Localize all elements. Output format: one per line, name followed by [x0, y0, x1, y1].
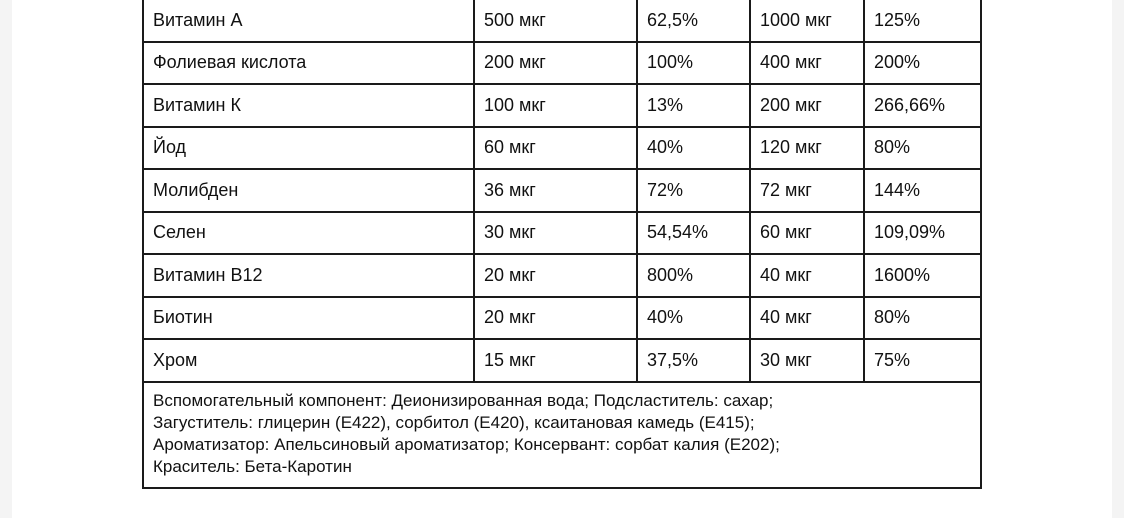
composition-note — [143, 382, 981, 488]
percent-cell: 54,54% — [637, 212, 750, 255]
amount-cell: 15 мкг — [474, 339, 637, 382]
table-row — [143, 0, 981, 42]
percent-cell: 72% — [637, 169, 750, 212]
nutrient-name-cell: Молибден — [143, 169, 474, 212]
amount2-cell: 200 мкг — [750, 84, 864, 127]
composition-note-row — [143, 382, 981, 488]
table-row — [143, 169, 981, 212]
amount-cell: 20 мкг — [474, 254, 637, 297]
nutrition-table — [142, 0, 982, 489]
table-row — [143, 212, 981, 255]
amount-cell: 100 мкг — [474, 84, 637, 127]
right-margin — [1112, 0, 1124, 518]
table-row — [143, 84, 981, 127]
percent-cell: 37,5% — [637, 339, 750, 382]
amount2-cell: 120 мкг — [750, 127, 864, 170]
nutrient-name-cell: Фолиевая кислота — [143, 42, 474, 85]
left-margin — [0, 0, 12, 518]
percent-cell: 40% — [637, 127, 750, 170]
amount-cell: 20 мкг — [474, 297, 637, 340]
nutrient-name-cell: Биотин — [143, 297, 474, 340]
table-row — [143, 339, 981, 382]
percent-cell: 40% — [637, 297, 750, 340]
amount-cell: 200 мкг — [474, 42, 637, 85]
percent-cell: 100% — [637, 42, 750, 85]
amount2-cell: 40 мкг — [750, 254, 864, 297]
amount-cell: 60 мкг — [474, 127, 637, 170]
percent2-cell: 200% — [864, 42, 981, 85]
amount-cell: 30 мкг — [474, 212, 637, 255]
nutrient-name-cell: Витамин А — [143, 0, 474, 42]
percent2-cell: 266,66% — [864, 84, 981, 127]
percent2-cell: 144% — [864, 169, 981, 212]
percent-cell: 62,5% — [637, 0, 750, 42]
table-row — [143, 42, 981, 85]
document-page — [12, 0, 1112, 518]
percent2-cell: 125% — [864, 0, 981, 42]
percent2-cell: 75% — [864, 339, 981, 382]
note-line: Краситель: Бета-Каротин — [153, 456, 352, 476]
table-row — [143, 297, 981, 340]
nutrient-name-cell: Витамин В12 — [143, 254, 474, 297]
nutrient-name-cell: Хром — [143, 339, 474, 382]
note-line: Ароматизатор: Апельсиновый ароматизатор; Консервант: сорбат калия (Е202); — [153, 434, 780, 454]
percent-cell: 13% — [637, 84, 750, 127]
amount-cell: 36 мкг — [474, 169, 637, 212]
percent2-cell: 80% — [864, 297, 981, 340]
percent2-cell: 109,09% — [864, 212, 981, 255]
amount2-cell: 40 мкг — [750, 297, 864, 340]
amount2-cell: 1000 мкг — [750, 0, 864, 42]
nutrient-name-cell: Селен — [143, 212, 474, 255]
amount2-cell: 72 мкг — [750, 169, 864, 212]
nutrient-name-cell: Йод — [143, 127, 474, 170]
table-row — [143, 127, 981, 170]
percent2-cell: 1600% — [864, 254, 981, 297]
amount2-cell: 30 мкг — [750, 339, 864, 382]
percent2-cell: 80% — [864, 127, 981, 170]
amount2-cell: 400 мкг — [750, 42, 864, 85]
table-row — [143, 254, 981, 297]
nutrient-name-cell: Витамин К — [143, 84, 474, 127]
amount-cell: 500 мкг — [474, 0, 637, 42]
percent-cell: 800% — [637, 254, 750, 297]
amount2-cell: 60 мкг — [750, 212, 864, 255]
note-line: Вспомогательный компонент: Деионизированная вода; Подсластитель: сахар; — [153, 390, 774, 410]
note-line: Загуститель: глицерин (Е422), сорбитол (Е420), ксаитановая камедь (Е415); — [153, 412, 755, 432]
